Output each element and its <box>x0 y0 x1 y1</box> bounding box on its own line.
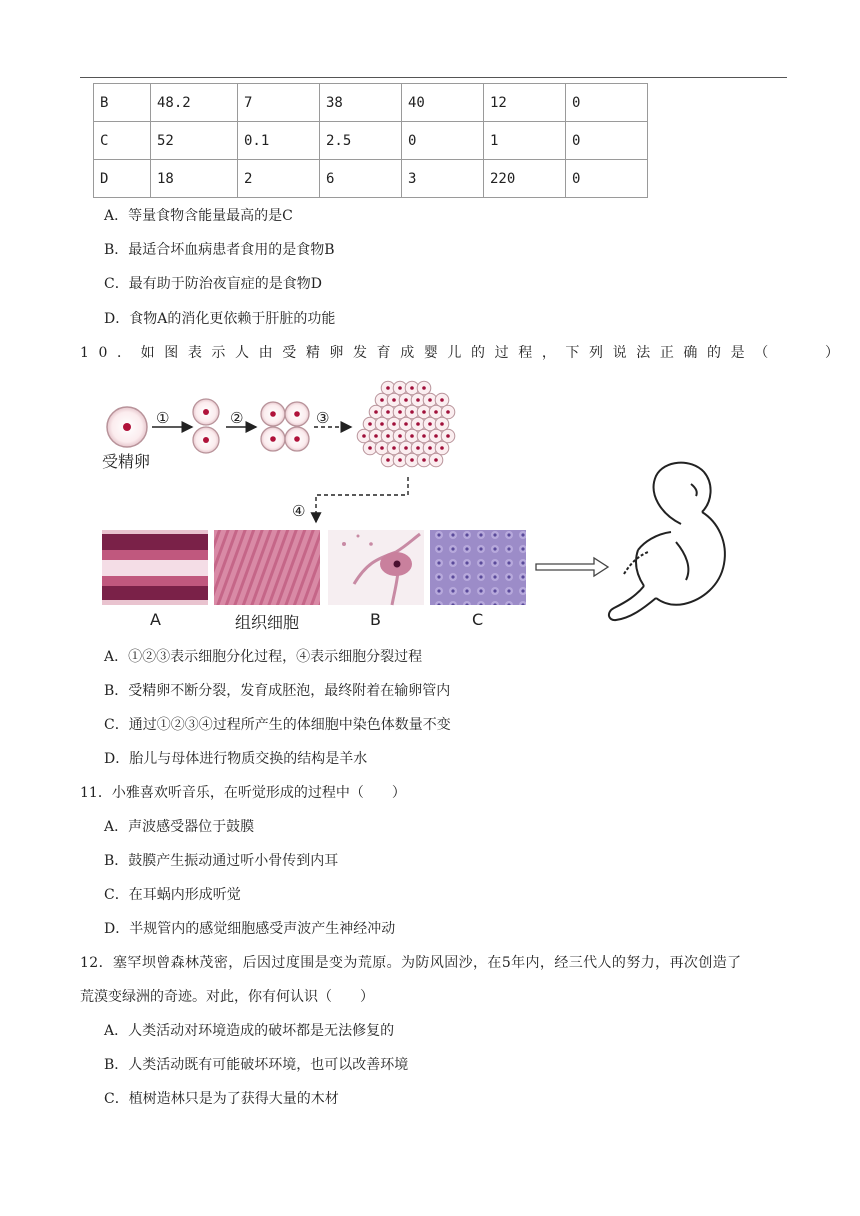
q11-option-c: C．在耳蜗内形成听觉 <box>104 887 241 903</box>
q11-option-b: B．鼓膜产生振动通过听小骨传到内耳 <box>104 853 339 869</box>
cluster-cell-nucleus <box>416 446 420 450</box>
table-cell: 3 <box>402 160 484 198</box>
table-cell: 12 <box>484 84 566 122</box>
q11-option-d: D．半规管内的感觉细胞感受声波产生神经冲动 <box>104 921 396 937</box>
cluster-cell-nucleus <box>446 410 450 414</box>
cluster-cell-nucleus <box>410 410 414 414</box>
cluster-cell-nucleus <box>392 422 396 426</box>
development-figure <box>96 374 736 636</box>
q12-stem-line-2: 荒漠变绿洲的奇迹。对此，你有何认识（ ） <box>80 989 374 1005</box>
cluster-cell-nucleus <box>440 422 444 426</box>
cluster-cell-nucleus <box>428 422 432 426</box>
tissue-c-label: C <box>472 610 484 629</box>
cluster-cell-nucleus <box>410 458 414 462</box>
cluster-cell-nucleus <box>428 398 432 402</box>
cluster-cell-nucleus <box>386 434 390 438</box>
q12-option-b: B．人类活动既有可能破坏环境，也可以改善环境 <box>104 1057 409 1073</box>
step-3-label: ③ <box>316 409 330 427</box>
cluster-cell-nucleus <box>404 422 408 426</box>
cluster-cell-nucleus <box>374 434 378 438</box>
zygote-label: 受精卵 <box>102 452 151 471</box>
two-cell-stage <box>193 399 219 453</box>
cluster-cell-nucleus <box>362 434 366 438</box>
cluster-cell-nucleus <box>410 386 414 390</box>
cluster-cell-nucleus <box>380 422 384 426</box>
tissue-a-image <box>102 530 208 605</box>
table-row <box>94 84 648 122</box>
q12-option-c: C．植树造林只是为了获得大量的木材 <box>104 1091 339 1107</box>
cluster-cell-nucleus <box>368 446 372 450</box>
tissue-a-label: A <box>150 610 161 629</box>
step-4-label: ④ <box>292 502 306 520</box>
cluster-cell-nucleus <box>440 446 444 450</box>
table-cell: 220 <box>484 160 566 198</box>
table-cell: 2 <box>238 160 320 198</box>
table-cell: 7 <box>238 84 320 122</box>
cell-cluster <box>357 381 455 467</box>
development-diagram <box>96 374 736 636</box>
q9-option-d: D．食物A的消化更依赖于肝脏的功能 <box>104 311 336 327</box>
q12-stem-line-1: 12．塞罕坝曾森林茂密，后因过度围是变为荒原。为防风固沙，在5年内，经三代人的努力，再次创造了 <box>80 955 742 971</box>
cluster-cell-nucleus <box>380 446 384 450</box>
cluster-cell-nucleus <box>374 410 378 414</box>
q11-stem: 11．小雅喜欢听音乐，在听觉形成的过程中（ ） <box>80 785 406 801</box>
cluster-cell-nucleus <box>392 398 396 402</box>
q9-option-b: B．最适合坏血病患者食用的是食物B <box>104 242 335 258</box>
table-row <box>94 160 648 198</box>
nutrient-table <box>93 83 648 198</box>
cluster-cell-nucleus <box>398 386 402 390</box>
cluster-cell-nucleus <box>422 458 426 462</box>
q9-option-c: C．最有助于防治夜盲症的是食物D <box>104 276 322 292</box>
cluster-cell-nucleus <box>446 434 450 438</box>
header-rule <box>80 77 787 78</box>
q12-option-a: A．人类活动对环境造成的破坏都是无法修复的 <box>104 1023 395 1039</box>
table-row <box>94 122 648 160</box>
cluster-cell-nucleus <box>404 398 408 402</box>
to-baby-arrow <box>536 558 608 576</box>
four-cell-stage <box>261 402 309 451</box>
q10-option-d: D．胎儿与母体进行物质交换的结构是羊水 <box>104 751 368 767</box>
step-2-label: ② <box>230 409 244 427</box>
cluster-cell-nucleus <box>410 434 414 438</box>
cluster-cell-nucleus <box>386 386 390 390</box>
cluster-cell-nucleus <box>434 458 438 462</box>
table-cell: C <box>94 122 151 160</box>
table-cell: 48.2 <box>151 84 238 122</box>
q10-option-c: C．通过①②③④过程所产生的体细胞中染色体数量不变 <box>104 717 451 733</box>
cluster-cell-nucleus <box>434 434 438 438</box>
table-cell: D <box>94 160 151 198</box>
cluster-cell-nucleus <box>416 422 420 426</box>
cluster-cell-nucleus <box>398 410 402 414</box>
q10-option-b: B．受精卵不断分裂，发育成胚泡，最终附着在输卵管内 <box>104 683 451 699</box>
cluster-cell-nucleus <box>398 458 402 462</box>
tissue-middle-label: 组织细胞 <box>235 613 300 632</box>
cluster-cell-nucleus <box>440 398 444 402</box>
step-1-label: ① <box>156 409 170 427</box>
table-cell: 1 <box>484 122 566 160</box>
table-cell: 38 <box>320 84 402 122</box>
q10-stem: 10．如图表示人由受精卵发育成婴儿的过程，下列说法正确的是（ ） <box>80 345 849 361</box>
tissue-c-image <box>430 530 526 605</box>
tissue-middle-image <box>214 530 320 605</box>
table-cell: 18 <box>151 160 238 198</box>
table-cell: 52 <box>151 122 238 160</box>
table-cell: 40 <box>402 84 484 122</box>
cluster-cell-nucleus <box>422 434 426 438</box>
cluster-cell-nucleus <box>422 410 426 414</box>
cluster-cell-nucleus <box>368 422 372 426</box>
cluster-cell-nucleus <box>434 410 438 414</box>
table-cell: 0.1 <box>238 122 320 160</box>
table-cell: B <box>94 84 151 122</box>
cluster-cell-nucleus <box>392 446 396 450</box>
cluster-cell-nucleus <box>380 398 384 402</box>
cluster-cell-nucleus <box>386 410 390 414</box>
q10-option-a: A．①②③表示细胞分化过程，④表示细胞分裂过程 <box>104 649 423 665</box>
cluster-cell-nucleus <box>428 446 432 450</box>
zygote-cell <box>107 407 147 447</box>
cluster-cell-nucleus <box>386 458 390 462</box>
table-cell: 2.5 <box>320 122 402 160</box>
table-cell: 0 <box>566 84 648 122</box>
cluster-cell-nucleus <box>422 386 426 390</box>
cluster-cell-nucleus <box>404 446 408 450</box>
table-cell: 6 <box>320 160 402 198</box>
table-cell: 0 <box>566 122 648 160</box>
tissue-b-image <box>328 530 424 605</box>
table-cell: 0 <box>566 160 648 198</box>
q11-option-a: A．声波感受器位于鼓膜 <box>104 819 255 835</box>
cluster-cell-nucleus <box>416 398 420 402</box>
cluster-cell-nucleus <box>398 434 402 438</box>
table-cell: 0 <box>402 122 484 160</box>
tissue-b-label: B <box>370 610 381 629</box>
fetus-image <box>609 463 725 620</box>
arrow-step-4 <box>316 477 408 522</box>
q9-option-a: A．等量食物含能量最高的是C <box>104 208 293 224</box>
